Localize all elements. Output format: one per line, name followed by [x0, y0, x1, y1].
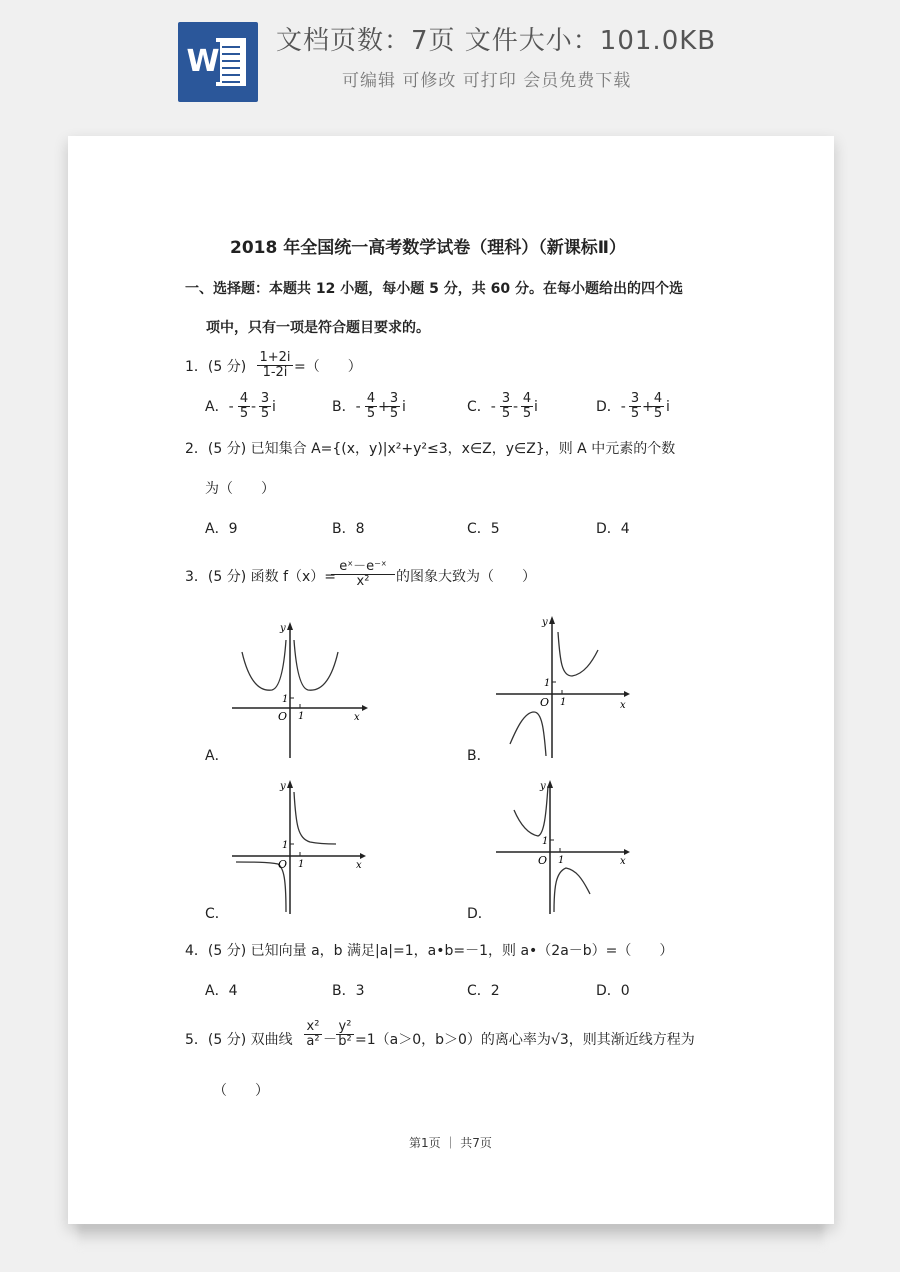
- q2-option-c[interactable]: C．5: [467, 521, 500, 537]
- svg-text:1: 1: [544, 678, 551, 689]
- svg-text:y: y: [280, 781, 286, 792]
- page-footer: 第1页 ｜ 共7页: [409, 1136, 492, 1150]
- graph-a-label: A．: [205, 748, 229, 764]
- q4-option-c[interactable]: C．2: [467, 983, 500, 999]
- graph-d[interactable]: [492, 776, 632, 916]
- svg-text:1: 1: [282, 694, 289, 705]
- svg-text:x: x: [620, 856, 626, 867]
- svg-text:x: x: [620, 700, 626, 711]
- section-heading-line1: 一、选择题：本题共 12 小题，每小题 5 分，共 60 分。在每小题给出的四个选: [185, 281, 683, 297]
- graph-c[interactable]: [228, 776, 368, 916]
- q4-option-b[interactable]: B．3: [332, 983, 365, 999]
- svg-text:1: 1: [542, 836, 549, 847]
- q2-option-a[interactable]: A．9: [205, 521, 238, 537]
- svg-text:y: y: [542, 617, 548, 628]
- svg-text:O: O: [540, 696, 550, 709]
- svg-text:O: O: [278, 858, 288, 871]
- svg-text:y: y: [280, 623, 286, 634]
- exam-title: 2018 年全国统一高考数学试卷（理科）（新课标Ⅱ）: [230, 238, 626, 258]
- graph-d-label: D．: [467, 906, 492, 922]
- svg-text:1: 1: [560, 697, 567, 708]
- svg-text:x: x: [356, 860, 362, 871]
- svg-text:1: 1: [298, 859, 305, 870]
- svg-text:1: 1: [298, 711, 305, 722]
- document-features: 可编辑 可修改 可打印 会员免费下载: [342, 71, 632, 91]
- svg-text:y: y: [540, 781, 546, 792]
- svg-text:O: O: [538, 854, 548, 867]
- q1-fraction: $\frac{1+2i}{1-2i}$: [257, 351, 293, 380]
- svg-text:1: 1: [282, 840, 289, 851]
- svg-text:x: x: [354, 712, 360, 723]
- graph-a[interactable]: [228, 618, 368, 760]
- svg-text:1: 1: [558, 855, 565, 866]
- section-heading-line2: 项中，只有一项是符合题目要求的。: [206, 320, 430, 336]
- graph-b[interactable]: [492, 612, 632, 762]
- q2-option-d[interactable]: D．4: [596, 521, 630, 537]
- document-info-title: 文档页数：7页 文件大小：101.0KB: [276, 26, 717, 56]
- graph-b-label: B．: [467, 748, 491, 764]
- q4-option-a[interactable]: A．4: [205, 983, 238, 999]
- download-banner: [0, 0, 900, 118]
- q3-fraction: $\frac{\text{eˣ－e⁻ˣ}}{\text{x²}}$: [331, 560, 395, 589]
- graph-c-label: C．: [205, 906, 229, 922]
- svg-text:O: O: [278, 710, 288, 723]
- document-page: 2018 年全国统一高考数学试卷（理科）（新课标Ⅱ） 一、选择题：本题共 12 小题，每小题 5 分，共 60 分。在每小题给出的四个选 项中，只有一项是符合题目要求的。 1．(5 分) $\frac{1+2i}{1-2i}$ =（ ） A．- $\frac{4}{5}$ - $\frac{3}{5}$ i B．- $\frac{4}{5}$ + $\frac{3}{5}$ i C．- $\frac{3}{5}$ - $\frac{4}{5}$ i D．- $\frac{3}{5}$ + $\frac{4}{5}$ i 2．(5 分) 已知集合 A={(x，y)|x²+y²≤3，x∈Z，y∈Z}，则 A 中元素的个数 为（ ） A．9 B．8 C．5 D．4 3．(5 分) 函数 f（x）= $\frac{\text{eˣ－e⁻ˣ}}{\text{x²}}$ 的图象大致为（ ） y x O 1 1 A． y x O 1 1 B． y x O 1 1 C． y x O 1 1 D． 4．(5 分) 已知向量 a，b 满足|a|=1，a•b=－1，则 a•（2a－b）=（ ） A．4 B．3 C．2 D．0 5．(5 分) 双曲线 $\frac{\text{x²}}{\text{a²}}$ － $\frac{\text{y²}}{\text{b²}}$ =1（a＞0，b＞0）的离心率为√3，则其渐近线方程为 （ ） 第1页 ｜ 共7页: [68, 136, 834, 1224]
- q4-option-d[interactable]: D．0: [596, 983, 630, 999]
- q2-option-b[interactable]: B．8: [332, 521, 365, 537]
- word-document-icon: W: [178, 22, 258, 102]
